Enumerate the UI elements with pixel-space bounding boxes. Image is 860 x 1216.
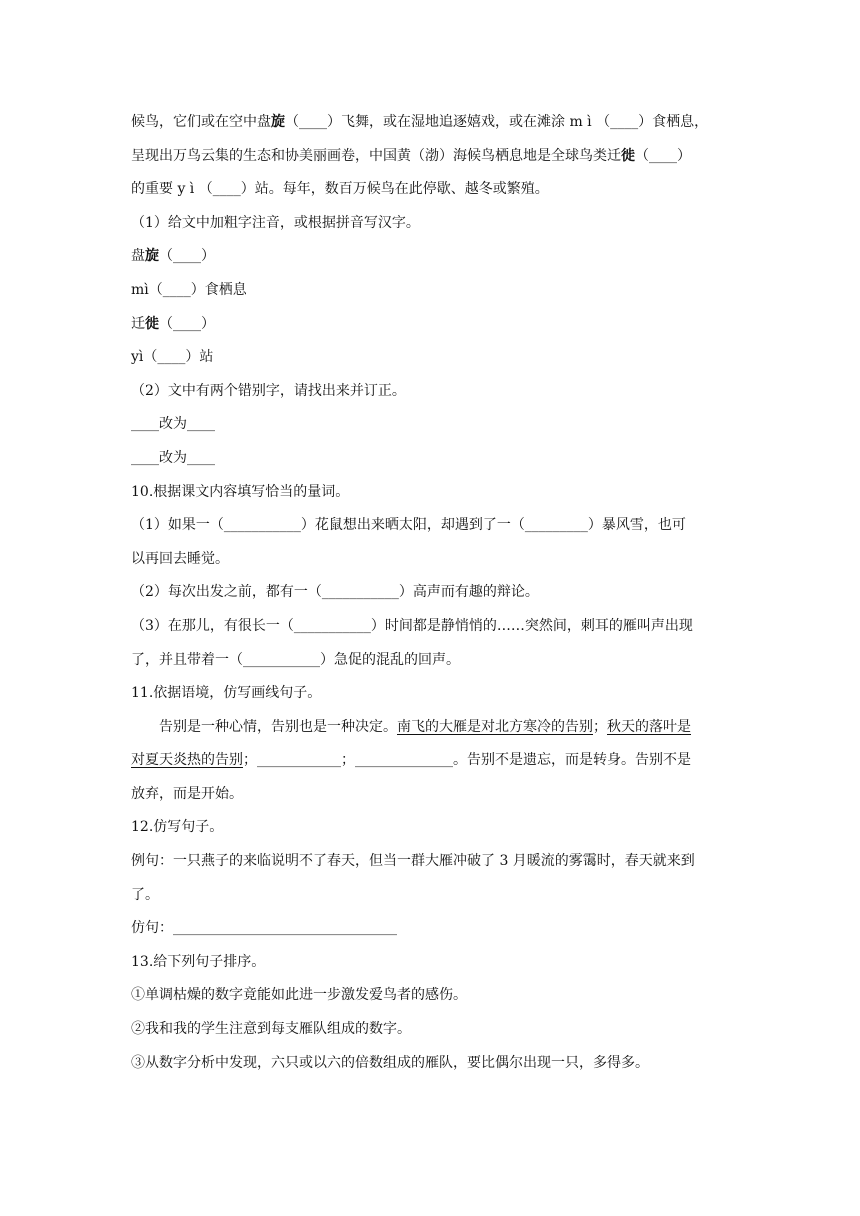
passage-text: （____）: [635, 147, 691, 164]
list-item: ①单调枯燥的数字竟能如此进一步激发爱鸟者的感伤。: [131, 987, 467, 1004]
question-line[interactable]: （2）每次出发之前，都有一（___________）高声而有趣的辩论。: [131, 584, 539, 601]
question-title: 11.依据语境，仿写画线句子。: [131, 685, 322, 702]
bold-char: 徙: [621, 147, 635, 164]
answer-item[interactable]: [131, 274, 731, 308]
underlined-sentence: 秋天的落叶是: [607, 718, 691, 735]
bold-char: 旋: [145, 248, 159, 265]
blank: （____）: [159, 315, 215, 332]
passage-text: 呈现出万鸟云集的生态和协美丽画卷，中国黄（渤）海候鸟栖息地是全球鸟类迁: [131, 147, 621, 164]
context-line[interactable]: [131, 744, 731, 778]
blank: （____）: [159, 248, 215, 265]
item-text: 迁: [131, 315, 145, 332]
context-text: 告别是一种心情，告别也是一种决定。: [159, 718, 397, 735]
item-text: mì（____）食栖息: [131, 281, 247, 298]
context-line: 放弃，而是开始。: [131, 785, 243, 802]
answer-item[interactable]: [131, 341, 731, 375]
answer-line[interactable]: 仿句：________________________________: [131, 920, 397, 937]
example-sentence: 了。: [131, 886, 159, 903]
underlined-sentence: 南飞的大雁是对北方寒冷的告别: [397, 718, 593, 735]
passage-line: [131, 140, 731, 174]
example-sentence: 例句：一只燕子的来临说明不了春天，但当一群大雁冲破了 3 月暖流的雾霭时，春天就来到: [131, 853, 695, 870]
passage-text: （____）飞舞，或在湿地追逐嬉戏，或在滩涂 m ì （____）食栖息，: [285, 114, 709, 130]
passage-line: [131, 173, 731, 207]
question-line[interactable]: （1）如果一（___________）花鼠想出来晒太阳，却遇到了一（_________）暴风雪，也可: [131, 517, 686, 534]
bold-char: 旋: [271, 114, 285, 130]
item-text: yì（____）站: [131, 349, 214, 366]
context-line: [131, 711, 731, 745]
list-item: ②我和我的学生注意到每支雁队组成的数字。: [131, 1021, 411, 1038]
document-page: [131, 106, 731, 1080]
passage-text: 的重要 y ì （____）站。每年，数百万候鸟在此停歇、越冬或繁殖。: [131, 181, 549, 198]
question-line[interactable]: （3）在那儿，有很长一（___________）时间都是静悄悄的……突然间，刺耳的雁叫声出现: [131, 617, 693, 634]
underlined-sentence: 对夏天炎热的告别: [131, 752, 243, 769]
question-title: 13.给下列句子排序。: [131, 953, 266, 970]
correction-item[interactable]: ____改为____: [131, 416, 215, 433]
bold-char: 徙: [145, 315, 159, 332]
question-line[interactable]: 了，并且带着一（___________）急促的混乱的回声。: [131, 651, 460, 668]
passage-text: 候鸟，它们或在空中盘: [131, 114, 271, 130]
separator: ；: [593, 718, 607, 735]
question-line: 以再回去睡觉。: [131, 550, 229, 567]
sub-question-prompt: （2）文中有两个错别字，请找出来并订正。: [131, 382, 406, 399]
answer-item[interactable]: [131, 240, 731, 274]
context-text: ；____________；______________。告别不是遗忘，而是转身。告别不是: [243, 752, 691, 769]
sub-question-prompt: （1）给文中加粗字注音，或根据拼音写汉字。: [131, 214, 420, 231]
question-title: 12.仿写句子。: [131, 819, 224, 836]
passage-line: [131, 106, 731, 140]
answer-item[interactable]: [131, 308, 731, 342]
correction-item[interactable]: ____改为____: [131, 449, 215, 466]
list-item: ③从数字分析中发现，六只或以六的倍数组成的雁队，要比偶尔出现一只，多得多。: [131, 1054, 649, 1071]
item-text: 盘: [131, 248, 145, 265]
question-title: 10.根据课文内容填写恰当的量词。: [131, 483, 350, 500]
